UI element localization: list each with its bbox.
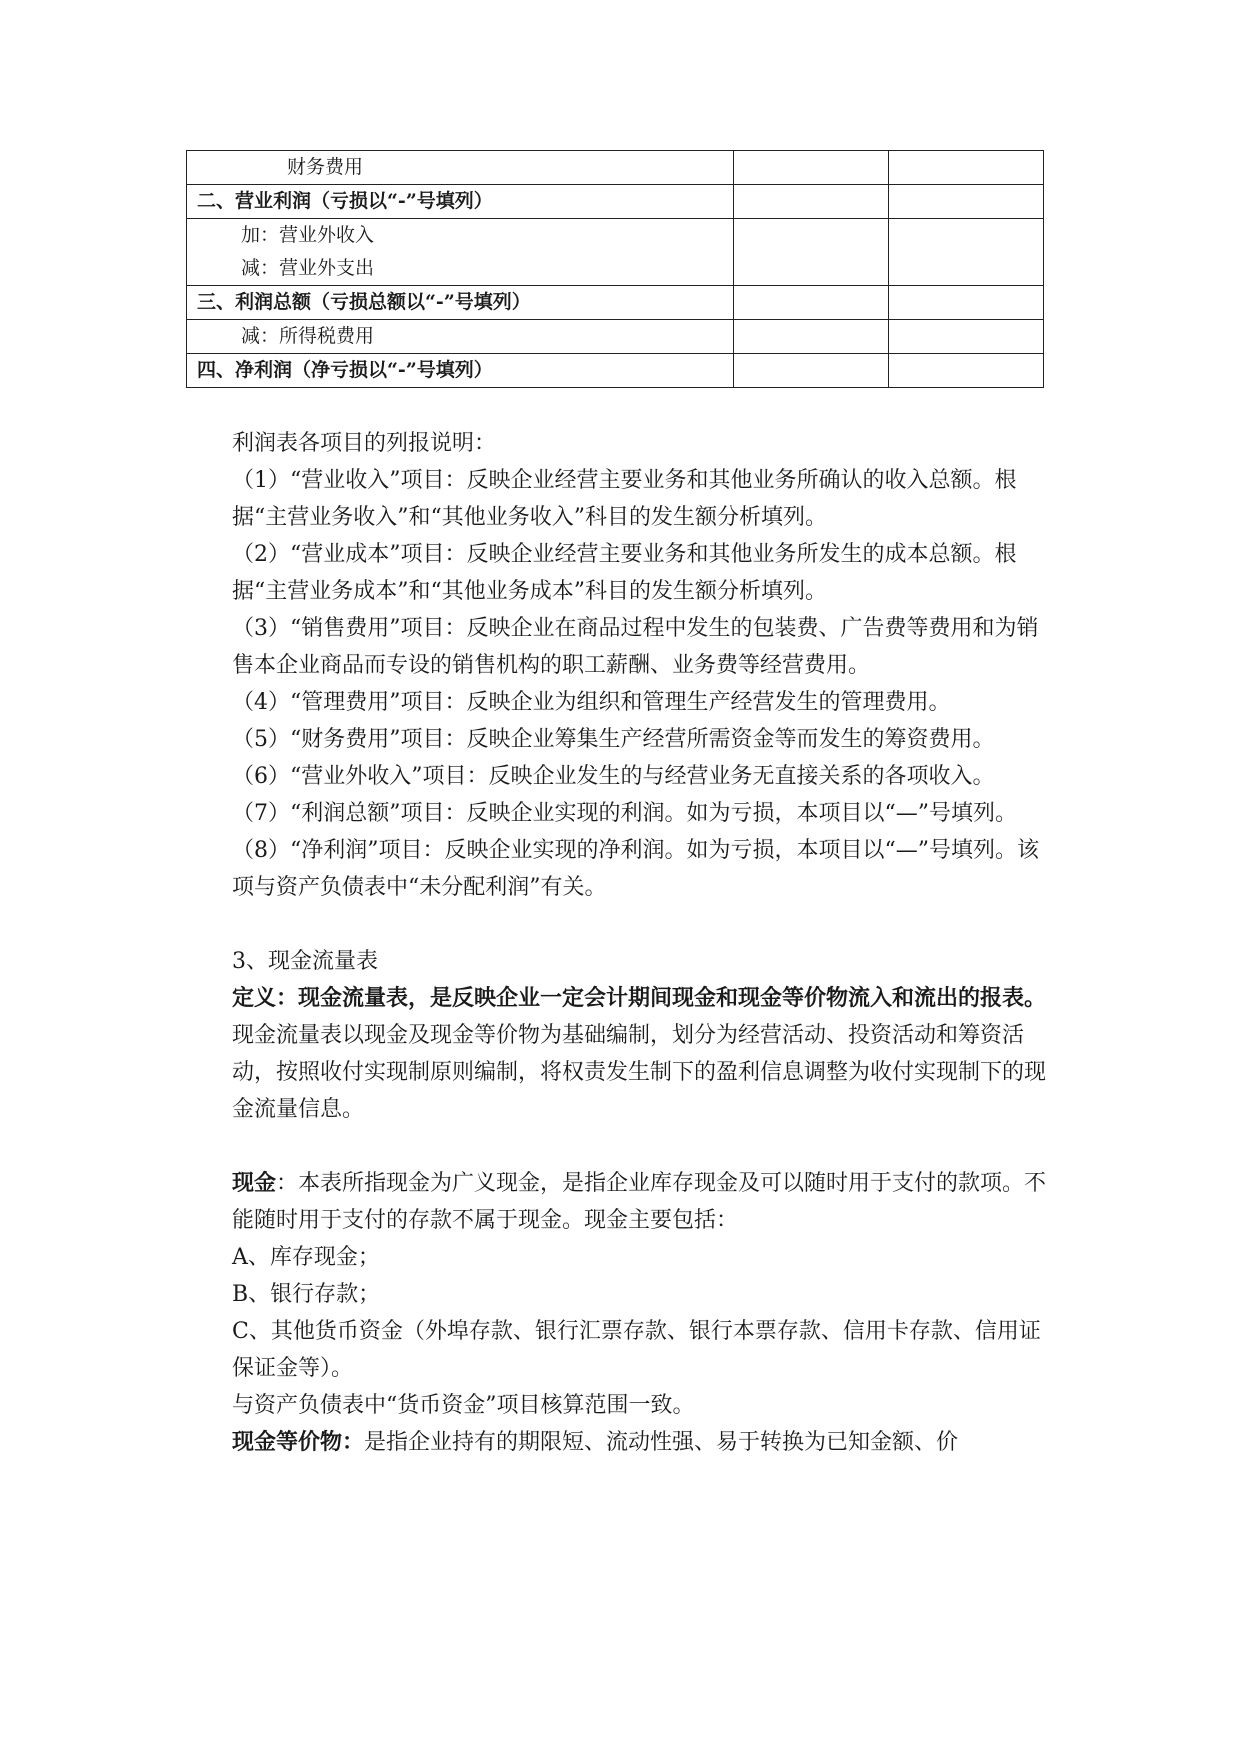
cash-text: ：本表所指现金为广义现金，是指企业库存现金及可以随时用于支付的款项。不能随时用于支付的存款不属于现金。现金主要包括：: [232, 1171, 1047, 1233]
item-cell: [187, 320, 734, 354]
note-item: （3）“销售费用”项目：反映企业在商品过程中发生的包装费、广告费等费用和为销售本企业商品而专设的销售机构的职工薪酬、业务费等经营费用。: [232, 616, 1039, 678]
current-period-cell: [734, 320, 889, 354]
table-row: [187, 320, 1044, 354]
item-cell: [187, 151, 734, 185]
cash-item: B、银行存款；: [232, 1282, 381, 1307]
table-row: [187, 151, 1044, 185]
note-item: （1）“营业收入”项目：反映企业经营主要业务和其他业务所确认的收入总额。根据“主营业务收入”和“其他业务收入”科目的发生额分析填列。: [232, 468, 1017, 530]
cash-equivalent-label: 现金等价物：: [232, 1429, 365, 1455]
table-row: [187, 354, 1044, 388]
table-row: [187, 185, 1044, 219]
current-period-cell: [734, 286, 889, 320]
note-item: （4）“管理费用”项目：反映企业为组织和管理生产经营发生的管理费用。: [232, 690, 951, 715]
table-row: [187, 286, 1044, 320]
note-item: （6）“营业外收入”项目：反映企业发生的与经营业务无直接关系的各项收入。: [232, 764, 995, 789]
prior-period-cell: [889, 320, 1044, 354]
prior-period-cell: [889, 185, 1044, 219]
prior-period-cell: [889, 286, 1044, 320]
notes-heading: 利润表各项目的列报说明：: [232, 431, 497, 456]
row-label: 二、营业利润（亏损以“-”号填列）: [197, 190, 493, 212]
cash-equivalent-paragraph: [232, 1424, 1052, 1461]
item-cell: [187, 286, 734, 320]
definition-bold: 定义：现金流量表，是反映企业一定会计期间现金和现金等价物流入和流出的报表。: [232, 985, 1047, 1011]
paragraph-gap: [232, 906, 1052, 943]
cash-item: C、其他货币资金（外埠存款、银行汇票存款、银行本票存款、信用卡存款、信用证保证金等）。: [232, 1319, 1041, 1381]
cash-paragraph: [232, 1165, 1052, 1239]
note-item: （2）“营业成本”项目：反映企业经营主要业务和其他业务所发生的成本总额。根据“主营业务成本”和“其他业务成本”科目的发生额分析填列。: [232, 542, 1017, 604]
current-period-cell: [734, 185, 889, 219]
definition-text: 现金流量表以现金及现金等价物为基础编制，划分为经营活动、投资活动和筹资活动，按照收付实现制原则编制，将权责发生制下的盈利信息调整为收付实现制下的现金流量信息。: [232, 1023, 1047, 1122]
row-label: 减：所得税费用: [241, 325, 375, 347]
row-label: 财务费用: [287, 156, 364, 178]
cash-equivalent-text: 是指企业持有的期限短、流动性强、易于转换为已知金额、价: [364, 1430, 959, 1455]
note-item: （7）“利润总额”项目：反映企业实现的利润。如为亏损，本项目以“—”号填列。: [232, 801, 1017, 826]
cash-label: 现金: [232, 1170, 277, 1196]
row-label: 三、利润总额（亏损总额以“-”号填列）: [197, 291, 531, 313]
current-period-cell: [734, 354, 889, 388]
item-cell: [187, 354, 734, 388]
note-item: （5）“财务费用”项目：反映企业筹集生产经营所需资金等而发生的筹资费用。: [232, 727, 995, 752]
prior-period-cell: [889, 354, 1044, 388]
row-label: 减：营业外支出: [241, 257, 375, 279]
item-cell: [187, 219, 734, 286]
item-cell: [187, 185, 734, 219]
cash-item: A、库存现金；: [232, 1245, 380, 1270]
row-label: 四、净利润（净亏损以“-”号填列）: [197, 359, 493, 381]
prior-period-cell: [889, 151, 1044, 185]
definition-paragraph: [232, 980, 1052, 1128]
document-body: [232, 425, 1052, 1461]
row-label: 加：营业外收入: [241, 224, 375, 246]
current-period-cell: [734, 219, 889, 286]
section-title: 3、现金流量表: [232, 949, 378, 974]
current-period-cell: [734, 151, 889, 185]
prior-period-cell: [889, 219, 1044, 286]
note-item: （8）“净利润”项目：反映企业实现的净利润。如为亏损，本项目以“—”号填列。该项与资产负债表中“未分配利润”有关。: [232, 838, 1039, 900]
table-row: [187, 219, 1044, 286]
paragraph-gap: [232, 1128, 1052, 1165]
income-statement-table: [186, 150, 1044, 388]
scope-note: 与资产负债表中“货币资金”项目核算范围一致。: [232, 1393, 695, 1418]
